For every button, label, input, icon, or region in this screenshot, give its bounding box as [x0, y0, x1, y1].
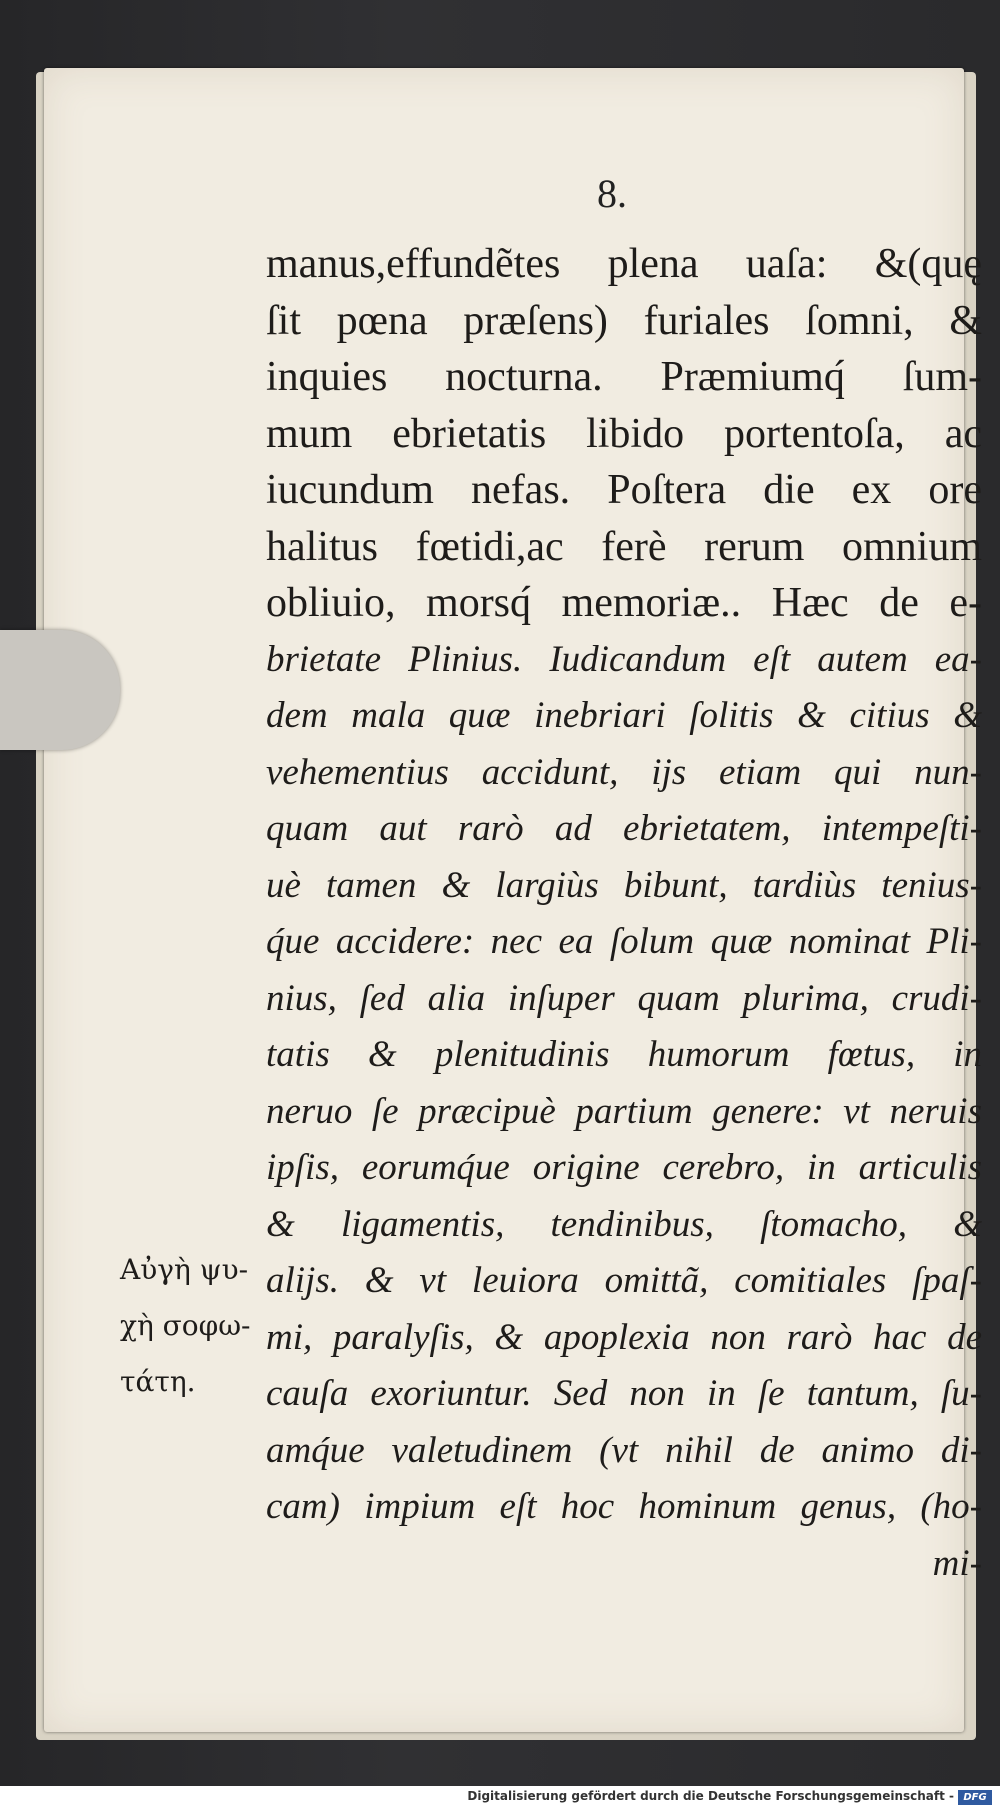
text-line: nius, ſed alia inſuper quam plurima, crudi- — [266, 977, 982, 1019]
catchword: mi- — [932, 1542, 982, 1584]
marginal-note-line: χὴ σοφω- — [120, 1309, 251, 1342]
text-line: tatis & plenitudinis humorum fœtus, in — [266, 1034, 982, 1075]
text-line: dem mala quæ inebriari ſolitis & citius & — [266, 695, 982, 736]
text-line: cam) impium eſt hoc hominum genus, (ho- — [266, 1486, 982, 1527]
footer-bar — [0, 1786, 1000, 1810]
marginal-note-line: τάτη. — [120, 1365, 196, 1398]
page-clip — [0, 630, 120, 750]
text-line: mi, paralyſis, & apoplexia non rarò hac de — [266, 1316, 982, 1358]
text-line: cauſa exoriuntur. Sed non in ſe tantum, ſu- — [266, 1373, 982, 1414]
text-line: mum ebrietatis libido portentoſa, ac — [266, 410, 982, 457]
text-line: iucundum nefas. Poſtera die ex ore — [266, 467, 982, 513]
text-line: neruo ſe præcipuè partium genere: vt neruis — [266, 1090, 982, 1132]
text-line: inquies nocturna. Præmiumq́ ſum- — [266, 354, 982, 400]
text-line: amq́ue valetudinem (vt nihil de animo di- — [266, 1429, 982, 1471]
text-block — [266, 236, 982, 1592]
text-line: vehementius accidunt, ijs etiam qui nun- — [266, 751, 982, 793]
text-line: q́ue accidere: nec ea ſolum quæ nominat Pli- — [266, 921, 982, 962]
footer-credit: Digitalisierung gefördert durch die Deutsche Forschungsgemeinschaft - — [467, 1789, 954, 1803]
text-line: manus,effundẽtes plena uaſa: &(quę — [266, 241, 982, 287]
text-line: brietate Plinius. Iudicandum eſt autem ea- — [266, 638, 982, 680]
text-line: obliuio, morsq́ memoriæ.. Hæc de e- — [266, 580, 982, 626]
text-line: & ligamentis, tendinibus, ſtomacho, & — [266, 1203, 982, 1245]
text-line: ipſis, eorumq́ue origine cerebro, in articulis — [266, 1147, 982, 1188]
marginal-note-line: Αὐγὴ ψυ- — [120, 1253, 249, 1286]
text-line: uè tamen & largiùs bibunt, tardiùs tenius- — [266, 864, 982, 906]
marginal-note — [120, 1242, 260, 1410]
text-line: alijs. & vt leuiora omittã, comitiales ſpaſ- — [266, 1260, 982, 1301]
text-line: halitus fœtidi,ac ferè rerum omnium — [266, 523, 982, 570]
dfg-logo: DFG — [958, 1790, 992, 1805]
page-number: 8. — [597, 171, 627, 216]
text-line: quam aut rarò ad ebrietatem, intempeſti- — [266, 808, 982, 849]
text-line: ſit pœna præſens) furiales ſomni, & — [266, 297, 982, 344]
